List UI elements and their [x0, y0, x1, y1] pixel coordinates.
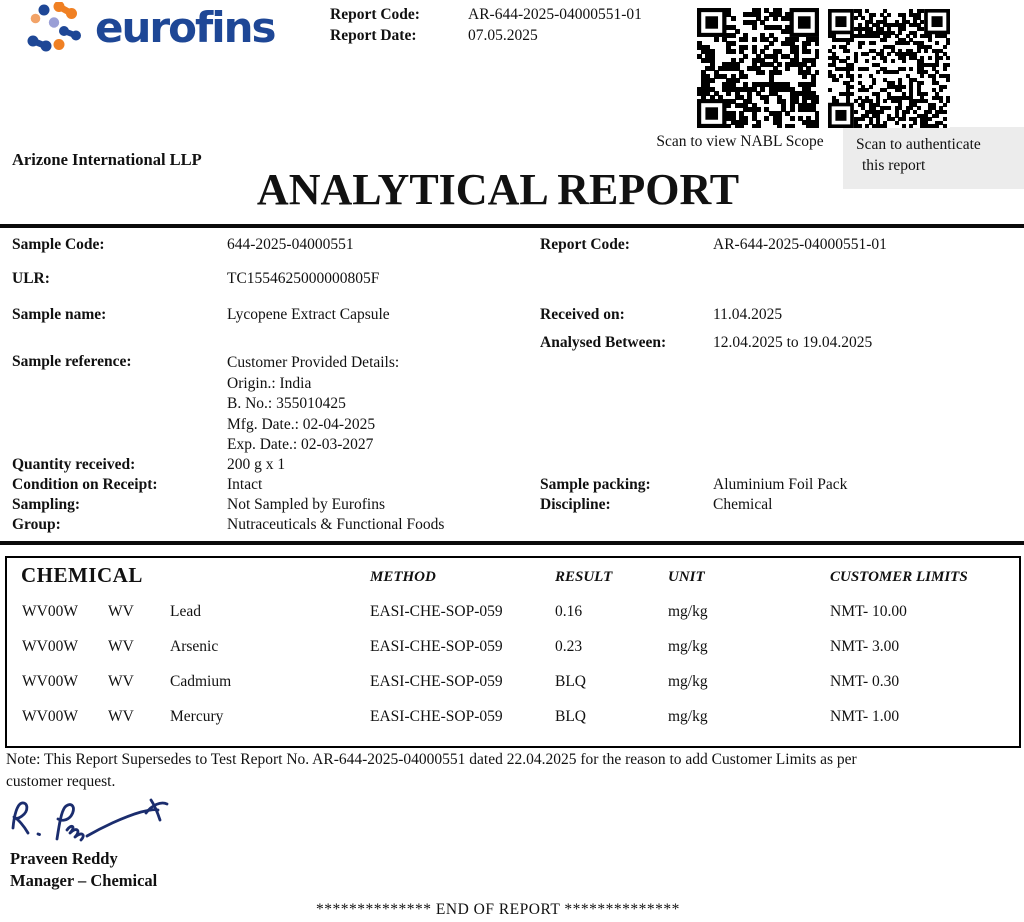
row-result: BLQ: [555, 673, 586, 690]
signatory-title: Manager – Chemical: [10, 871, 158, 890]
row-lab: WV: [108, 708, 134, 725]
sampling-label: Sampling:: [12, 496, 81, 513]
ulr-value: TC1554625000000805F: [227, 270, 380, 287]
row-analyte: Mercury: [170, 708, 224, 725]
signatory-name: Praveen Reddy: [10, 849, 118, 868]
received-on-value: 11.04.2025: [713, 306, 783, 323]
row-limit: NMT- 0.30: [830, 673, 900, 690]
analysed-between-value: 12.04.2025 to 19.04.2025: [713, 334, 873, 351]
supersede-note: [6, 749, 1016, 793]
sample-reference-label: Sample reference:: [12, 353, 132, 370]
group-label: Group:: [12, 516, 61, 533]
condition-value: Intact: [227, 476, 263, 493]
row-code: WV00W: [22, 673, 78, 690]
quantity-received-label: Quantity received:: [12, 456, 136, 473]
qr2-caption-line1: Scan to authenticate: [856, 136, 981, 153]
row-method: EASI-CHE-SOP-059: [370, 673, 503, 690]
row-code: WV00W: [22, 638, 78, 655]
note-line1: Note: This Report Supersedes to Test Report No. AR-644-2025-04000551 dated 22.04.2025 for the reason to add Customer Limits as per: [6, 751, 857, 768]
table-row: [7, 673, 1019, 693]
discipline-label: Discipline:: [540, 496, 611, 513]
row-analyte: Cadmium: [170, 673, 232, 690]
table-top-rule: [0, 541, 1024, 545]
sample-code-value: 644-2025-04000551: [227, 236, 354, 253]
row-unit: mg/kg: [668, 708, 708, 725]
signature-image: [5, 790, 180, 848]
row-lab: WV: [108, 673, 134, 690]
row-analyte: Arsenic: [170, 638, 219, 655]
row-code: WV00W: [22, 708, 78, 725]
report-code-value: AR-644-2025-04000551-01: [468, 6, 642, 23]
table-section-title: CHEMICAL: [21, 563, 143, 587]
condition-label: Condition on Receipt:: [12, 476, 158, 493]
report-code-label-2: Report Code:: [540, 236, 630, 253]
row-result: 0.16: [555, 603, 583, 620]
sample-name-label: Sample name:: [12, 306, 107, 323]
row-limit: NMT- 10.00: [830, 603, 907, 620]
row-lab: WV: [108, 638, 134, 655]
row-code: WV00W: [22, 603, 78, 620]
row-limit: NMT- 1.00: [830, 708, 900, 725]
table-row: [7, 638, 1019, 658]
report-meta-block: [330, 6, 690, 48]
row-result: BLQ: [555, 708, 586, 725]
column-header-customer-limits: CUSTOMER LIMITS: [830, 569, 968, 585]
sample-reference-line: Customer Provided Details:: [227, 354, 400, 371]
report-code-label: Report Code:: [330, 6, 420, 23]
page-title: ANALYTICAL REPORT: [256, 165, 740, 214]
quantity-received-value: 200 g x 1: [227, 456, 286, 473]
sample-reference-line: Exp. Date.: 02-03-2027: [227, 436, 374, 453]
row-unit: mg/kg: [668, 638, 708, 655]
ulr-label: ULR:: [12, 270, 50, 287]
eurofins-logo: [14, 2, 294, 60]
report-code-value-2: AR-644-2025-04000551-01: [713, 236, 887, 253]
group-value: Nutraceuticals & Functional Foods: [227, 516, 445, 533]
row-limit: NMT- 3.00: [830, 638, 900, 655]
sample-code-label: Sample Code:: [12, 236, 105, 253]
report-date-value: 07.05.2025: [468, 27, 538, 44]
end-of-report-text: ************** END OF REPORT **************: [316, 901, 680, 918]
discipline-value: Chemical: [713, 496, 773, 513]
report-date-label: Report Date:: [330, 27, 417, 44]
sample-reference-value: [227, 353, 399, 456]
row-unit: mg/kg: [668, 603, 708, 620]
company-name: Arizone International LLP: [12, 150, 202, 169]
column-header-result: RESULT: [555, 569, 613, 585]
sampling-value: Not Sampled by Eurofins: [227, 496, 385, 513]
qr1-caption: Scan to view NABL Scope: [656, 133, 824, 150]
row-result: 0.23: [555, 638, 583, 655]
eurofins-logo-dots-icon: [14, 2, 92, 54]
table-row: [7, 708, 1019, 728]
sample-reference-line: B. No.: 355010425: [227, 395, 346, 412]
row-unit: mg/kg: [668, 673, 708, 690]
results-table: [5, 556, 1021, 748]
eurofins-logo-text: eurofins: [95, 3, 275, 52]
title-divider-rule: [0, 224, 1024, 228]
row-analyte: Lead: [170, 603, 201, 620]
received-on-label: Received on:: [540, 306, 625, 323]
row-lab: WV: [108, 603, 134, 620]
sample-packing-value: Aluminium Foil Pack: [713, 476, 848, 493]
row-method: EASI-CHE-SOP-059: [370, 708, 503, 725]
row-method: EASI-CHE-SOP-059: [370, 638, 503, 655]
column-header-unit: UNIT: [668, 569, 705, 585]
table-row: [7, 603, 1019, 623]
column-header-method: METHOD: [370, 569, 436, 585]
analysed-between-label: Analysed Between:: [540, 334, 667, 351]
row-method: EASI-CHE-SOP-059: [370, 603, 503, 620]
qr-code-authenticate-icon: [828, 9, 950, 128]
qr-code-nabl-scope-icon: [697, 8, 819, 128]
sample-name-value: Lycopene Extract Capsule: [227, 306, 390, 323]
qr2-caption-line2: this report: [862, 157, 926, 174]
sample-reference-line: Mfg. Date.: 02-04-2025: [227, 415, 376, 433]
note-line2: customer request.: [6, 773, 116, 790]
sample-packing-label: Sample packing:: [540, 476, 651, 493]
sample-reference-line: Origin.: India: [227, 374, 312, 392]
